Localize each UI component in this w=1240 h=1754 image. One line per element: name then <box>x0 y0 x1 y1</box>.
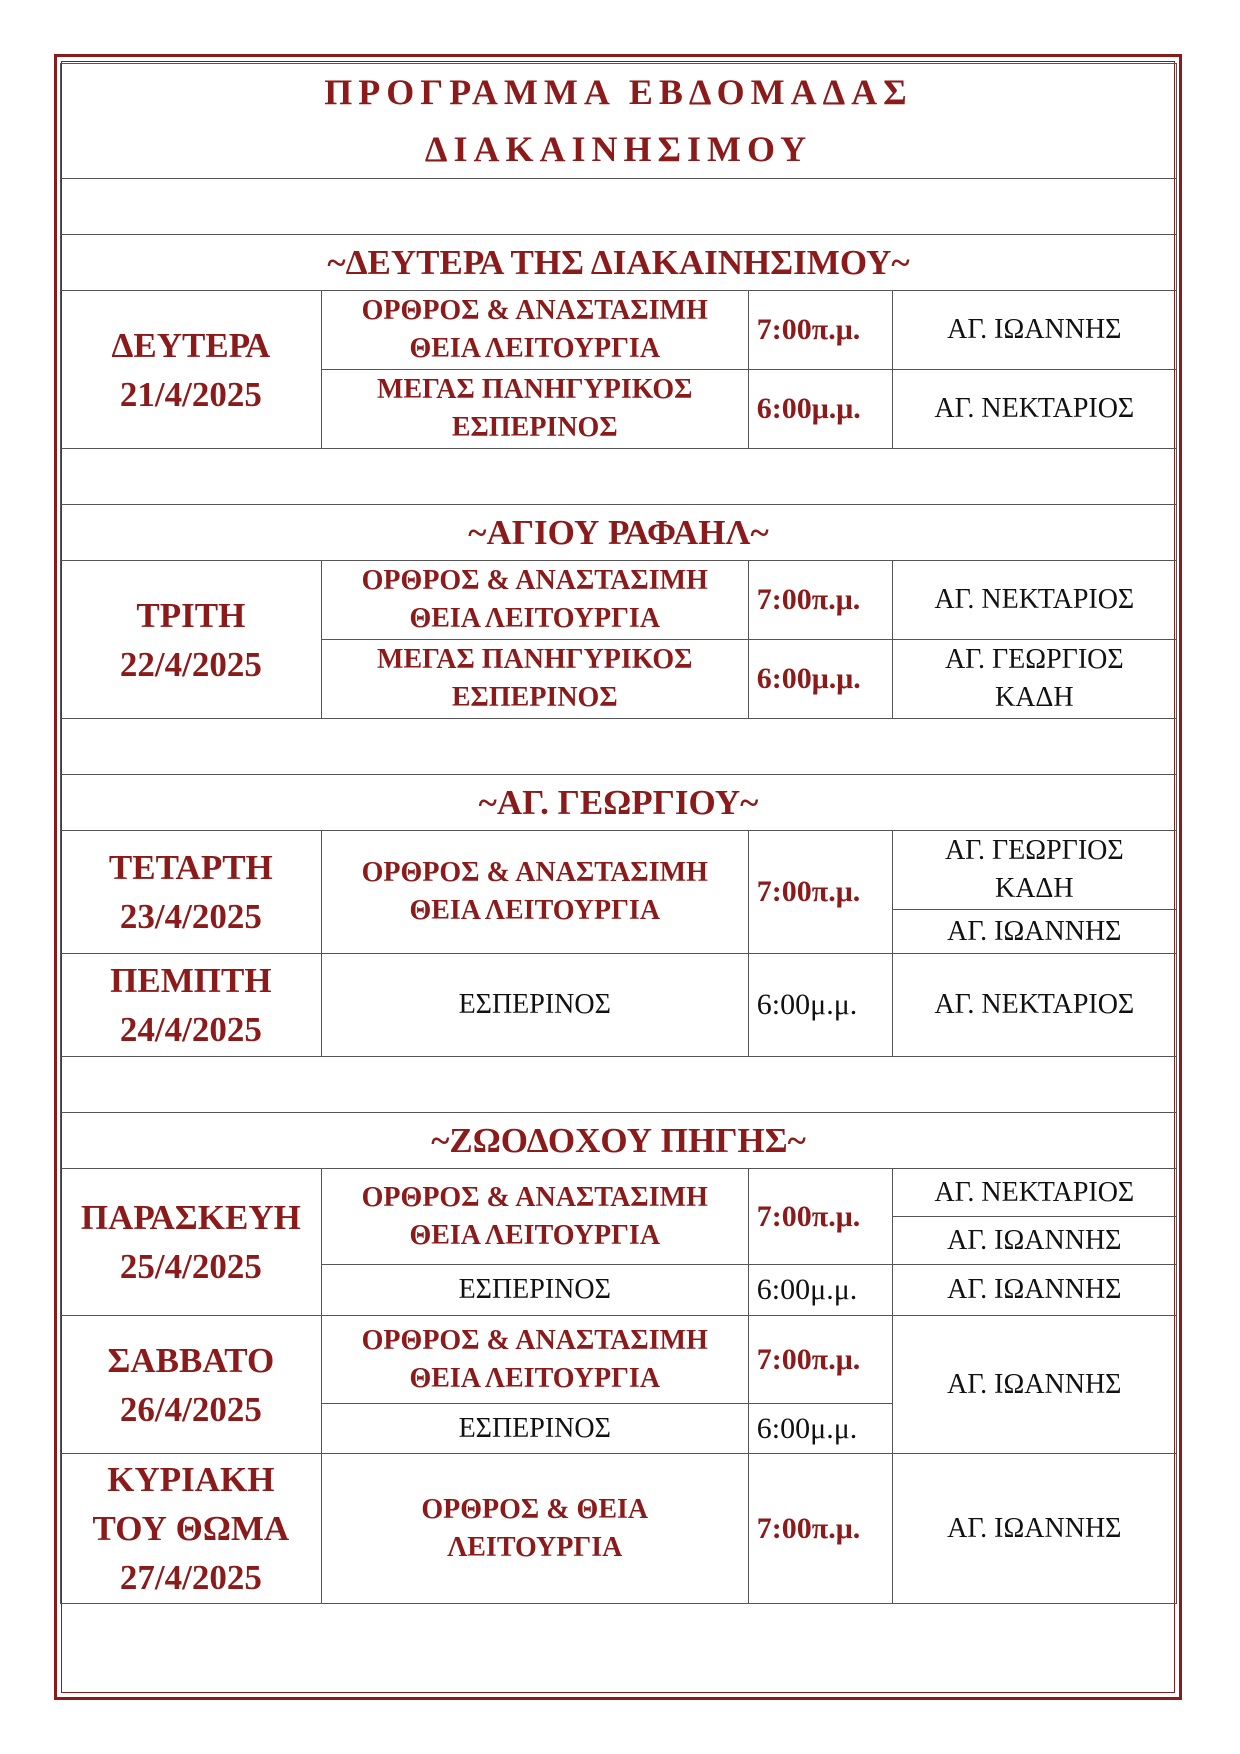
church-cell: ΑΓ. ΙΩΑΝΝΗΣ <box>892 291 1176 370</box>
day-date: 24/4/2025 <box>119 1010 262 1049</box>
day-cell-saturday <box>61 1316 322 1454</box>
time-cell: 6:00μ.μ. <box>748 370 892 449</box>
day-date: 23/4/2025 <box>119 897 262 936</box>
service-cell <box>321 1316 748 1404</box>
day-name: ΤΡΙΤΗ <box>136 595 246 635</box>
spacer-row <box>61 179 1177 235</box>
section-heading: ~ΔΕΥΤΕΡΑ ΤΗΣ ΔΙΑΚΑΙΝΗΣΙΜΟΥ~ <box>61 235 1177 291</box>
service-line: ΟΡΘΡΟΣ & ΑΝΑΣΤΑΣΙΜΗ <box>361 1324 708 1356</box>
day-cell-thursday <box>61 954 322 1057</box>
spacer-row <box>61 449 1177 505</box>
church-cell: ΑΓ. ΝΕΚΤΑΡΙΟΣ <box>892 954 1176 1057</box>
spacer-row <box>61 719 1177 775</box>
day-cell-wednesday <box>61 831 322 954</box>
service-line: ΘΕΙΑ ΛΕΙΤΟΥΡΓΙΑ <box>409 1362 661 1394</box>
day-date: 25/4/2025 <box>119 1247 262 1286</box>
day-cell-monday <box>61 291 322 449</box>
service-line: ΕΣΠΕΡΙΝΟΣ <box>451 682 618 713</box>
day-name: ΔΕΥΤΕΡΑ <box>111 325 271 365</box>
service-line: ΛΕΙΤΟΥΡΓΙΑ <box>447 1531 623 1563</box>
service-line: ΕΣΠΕΡΙΝΟΣ <box>451 412 618 443</box>
day-date: 22/4/2025 <box>119 644 262 684</box>
day-date: 21/4/2025 <box>119 374 262 414</box>
time-cell: 7:00π.μ. <box>748 291 892 370</box>
section-heading: ~ΑΓΙΟΥ ΡΑΦΑΗΛ~ <box>61 505 1177 561</box>
church-cell: ΑΓ. ΙΩΑΝΝΗΣ <box>892 910 1176 954</box>
day-date: 26/4/2025 <box>119 1389 262 1429</box>
time-cell: 6:00μ.μ. <box>748 1265 892 1316</box>
time-cell: 7:00π.μ. <box>748 1316 892 1404</box>
church-cell: ΑΓ. ΝΕΚΤΑΡΙΟΣ <box>892 1169 1176 1217</box>
day-name: ΤΕΤΑΡΤΗ <box>108 848 273 887</box>
day-cell-tuesday <box>61 561 322 719</box>
time-cell: 7:00π.μ. <box>748 831 892 954</box>
church-line: ΑΓ. ΓΕΩΡΓΙΟΣ <box>944 644 1124 675</box>
church-cell <box>892 640 1176 719</box>
day-cell-sunday <box>61 1454 322 1604</box>
service-line: ΘΕΙΑ ΛΕΙΤΟΥΡΓΙΑ <box>409 333 661 364</box>
day-name: ΤΟΥ ΘΩΜΑ <box>92 1509 290 1548</box>
day-name: ΚΥΡΙΑΚΗ <box>107 1460 275 1499</box>
time-cell: 7:00π.μ. <box>748 1454 892 1604</box>
service-cell <box>321 1454 748 1604</box>
service-cell <box>321 1169 748 1265</box>
church-line: ΚΑΔΗ <box>994 682 1074 713</box>
time-cell: 6:00μ.μ. <box>748 1404 892 1454</box>
service-cell <box>321 831 748 954</box>
church-line: ΚΑΔΗ <box>994 873 1074 904</box>
service-cell <box>321 291 748 370</box>
service-line: ΟΡΘΡΟΣ & ΑΝΑΣΤΑΣΙΜΗ <box>361 1181 708 1213</box>
title-line-2: ΔΙΑΚΑΙΝΗΣΙΜΟΥ <box>424 129 813 169</box>
title-line-1: ΠΡΟΓΡΑΜΜΑ ΕΒΔΟΜΑΔΑΣ <box>324 72 913 112</box>
service-line: ΟΡΘΡΟΣ & ΘΕΙΑ <box>421 1493 649 1525</box>
service-line: ΘΕΙΑ ΛΕΙΤΟΥΡΓΙΑ <box>409 1219 661 1251</box>
time-cell: 7:00π.μ. <box>748 561 892 640</box>
time-cell: 6:00μ.μ. <box>748 640 892 719</box>
service-cell <box>321 640 748 719</box>
section-heading: ~ΑΓ. ΓΕΩΡΓΙΟΥ~ <box>61 775 1177 831</box>
section-heading: ~ΖΩΟΔΟΧΟΥ ΠΗΓΗΣ~ <box>61 1113 1177 1169</box>
service-line: ΜΕΓΑΣ ΠΑΝΗΓΥΡΙΚΟΣ <box>377 644 693 675</box>
spacer-row <box>61 1057 1177 1113</box>
service-cell <box>321 561 748 640</box>
page-title <box>61 64 1177 179</box>
day-name: ΣΑΒΒΑΤΟ <box>107 1340 275 1380</box>
schedule-table <box>60 63 1177 1604</box>
service-cell: ΕΣΠΕΡΙΝΟΣ <box>321 1404 748 1454</box>
service-line: ΟΡΘΡΟΣ & ΑΝΑΣΤΑΣΙΜΗ <box>361 857 708 888</box>
service-line: ΟΡΘΡΟΣ & ΑΝΑΣΤΑΣΙΜΗ <box>361 295 708 326</box>
service-line: ΟΡΘΡΟΣ & ΑΝΑΣΤΑΣΙΜΗ <box>361 565 708 596</box>
service-cell: ΕΣΠΕΡΙΝΟΣ <box>321 954 748 1057</box>
day-date: 27/4/2025 <box>119 1558 262 1597</box>
church-cell: ΑΓ. ΝΕΚΤΑΡΙΟΣ <box>892 561 1176 640</box>
service-cell: ΕΣΠΕΡΙΝΟΣ <box>321 1265 748 1316</box>
service-line: ΜΕΓΑΣ ΠΑΝΗΓΥΡΙΚΟΣ <box>377 374 693 405</box>
time-cell: 6:00μ.μ. <box>748 954 892 1057</box>
time-cell: 7:00π.μ. <box>748 1169 892 1265</box>
service-cell <box>321 370 748 449</box>
church-cell: ΑΓ. ΙΩΑΝΝΗΣ <box>892 1265 1176 1316</box>
service-line: ΘΕΙΑ ΛΕΙΤΟΥΡΓΙΑ <box>409 603 661 634</box>
church-cell: ΑΓ. ΙΩΑΝΝΗΣ <box>892 1316 1176 1454</box>
service-line: ΘΕΙΑ ΛΕΙΤΟΥΡΓΙΑ <box>409 895 661 926</box>
church-cell: ΑΓ. ΝΕΚΤΑΡΙΟΣ <box>892 370 1176 449</box>
church-cell <box>892 831 1176 910</box>
day-name: ΠΑΡΑΣΚΕΥΗ <box>80 1198 301 1237</box>
day-name: ΠΕΜΠΤΗ <box>110 961 272 1000</box>
day-cell-friday <box>61 1169 322 1316</box>
church-cell: ΑΓ. ΙΩΑΝΝΗΣ <box>892 1217 1176 1265</box>
church-line: ΑΓ. ΓΕΩΡΓΙΟΣ <box>944 835 1124 866</box>
church-cell: ΑΓ. ΙΩΑΝΝΗΣ <box>892 1454 1176 1604</box>
